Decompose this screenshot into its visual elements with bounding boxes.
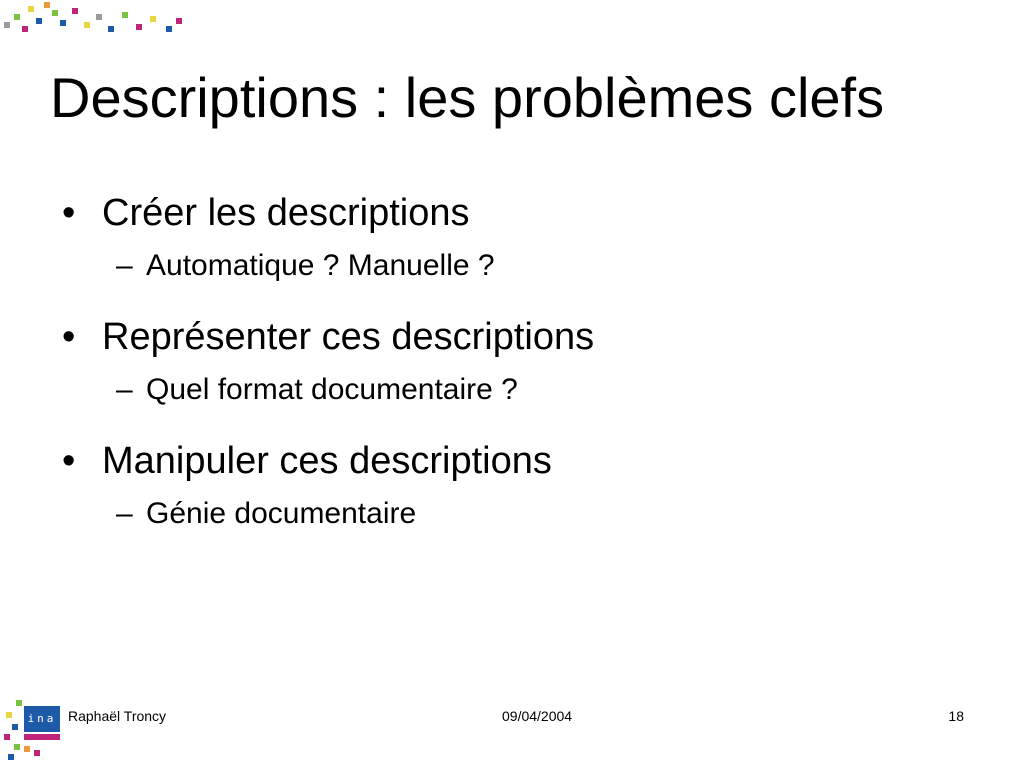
sub-bullet-text: Automatique ? Manuelle ?: [146, 249, 495, 282]
pixel-square: [8, 754, 14, 760]
ina-logo: [0, 696, 70, 768]
pixel-square: [36, 18, 42, 24]
pixel-square: [14, 14, 20, 20]
bullet-text: Représenter ces descriptions: [102, 316, 595, 358]
pixel-square: [166, 26, 172, 32]
slide-title: Descriptions : les problèmes clefs: [50, 66, 885, 129]
bullet-text: Créer les descriptions: [102, 192, 470, 234]
pixel-square: [4, 734, 10, 740]
sub-bullet-item: [60, 494, 980, 534]
pixel-square: [60, 20, 66, 26]
pixel-square: [176, 18, 182, 24]
dash-marker: –: [116, 497, 133, 530]
pixel-square: [136, 24, 142, 30]
pixel-square: [52, 10, 58, 16]
pixel-square: [24, 746, 30, 752]
dash-marker: –: [116, 249, 133, 282]
footer-page-number: 18: [948, 708, 964, 724]
pixel-square: [96, 14, 102, 20]
logo-wordmark: ina: [24, 706, 60, 732]
bullet-item: [60, 312, 980, 362]
pixel-square: [84, 22, 90, 28]
sub-bullet-item: [60, 370, 980, 410]
bullet-list: [60, 188, 980, 560]
bullet-item: [60, 188, 980, 238]
pixel-square: [6, 712, 12, 718]
pixel-square: [16, 700, 22, 706]
bullet-marker: •: [62, 440, 76, 482]
bullet-marker: •: [62, 316, 76, 358]
pixel-square: [12, 724, 18, 730]
bullet-text: Manipuler ces descriptions: [102, 440, 552, 482]
decorative-pixel-band: [0, 0, 200, 40]
pixel-square: [34, 750, 40, 756]
dash-marker: –: [116, 373, 133, 406]
sub-bullet-text: Quel format documentaire ?: [146, 373, 518, 406]
pixel-square: [108, 26, 114, 32]
bullet-marker: •: [62, 192, 76, 234]
logo-accent-bar: [24, 734, 60, 740]
footer-author: Raphaël Troncy: [68, 708, 167, 724]
bullet-item: [60, 436, 980, 486]
footer-date: 09/04/2004: [502, 708, 573, 724]
pixel-square: [122, 12, 128, 18]
pixel-square: [4, 22, 10, 28]
pixel-square: [14, 744, 20, 750]
sub-bullet-text: Génie documentaire: [146, 497, 417, 530]
pixel-square: [72, 8, 78, 14]
pixel-square: [28, 6, 34, 12]
pixel-square: [44, 2, 50, 8]
sub-bullet-item: [60, 246, 980, 286]
pixel-square: [22, 26, 28, 32]
pixel-square: [150, 16, 156, 22]
